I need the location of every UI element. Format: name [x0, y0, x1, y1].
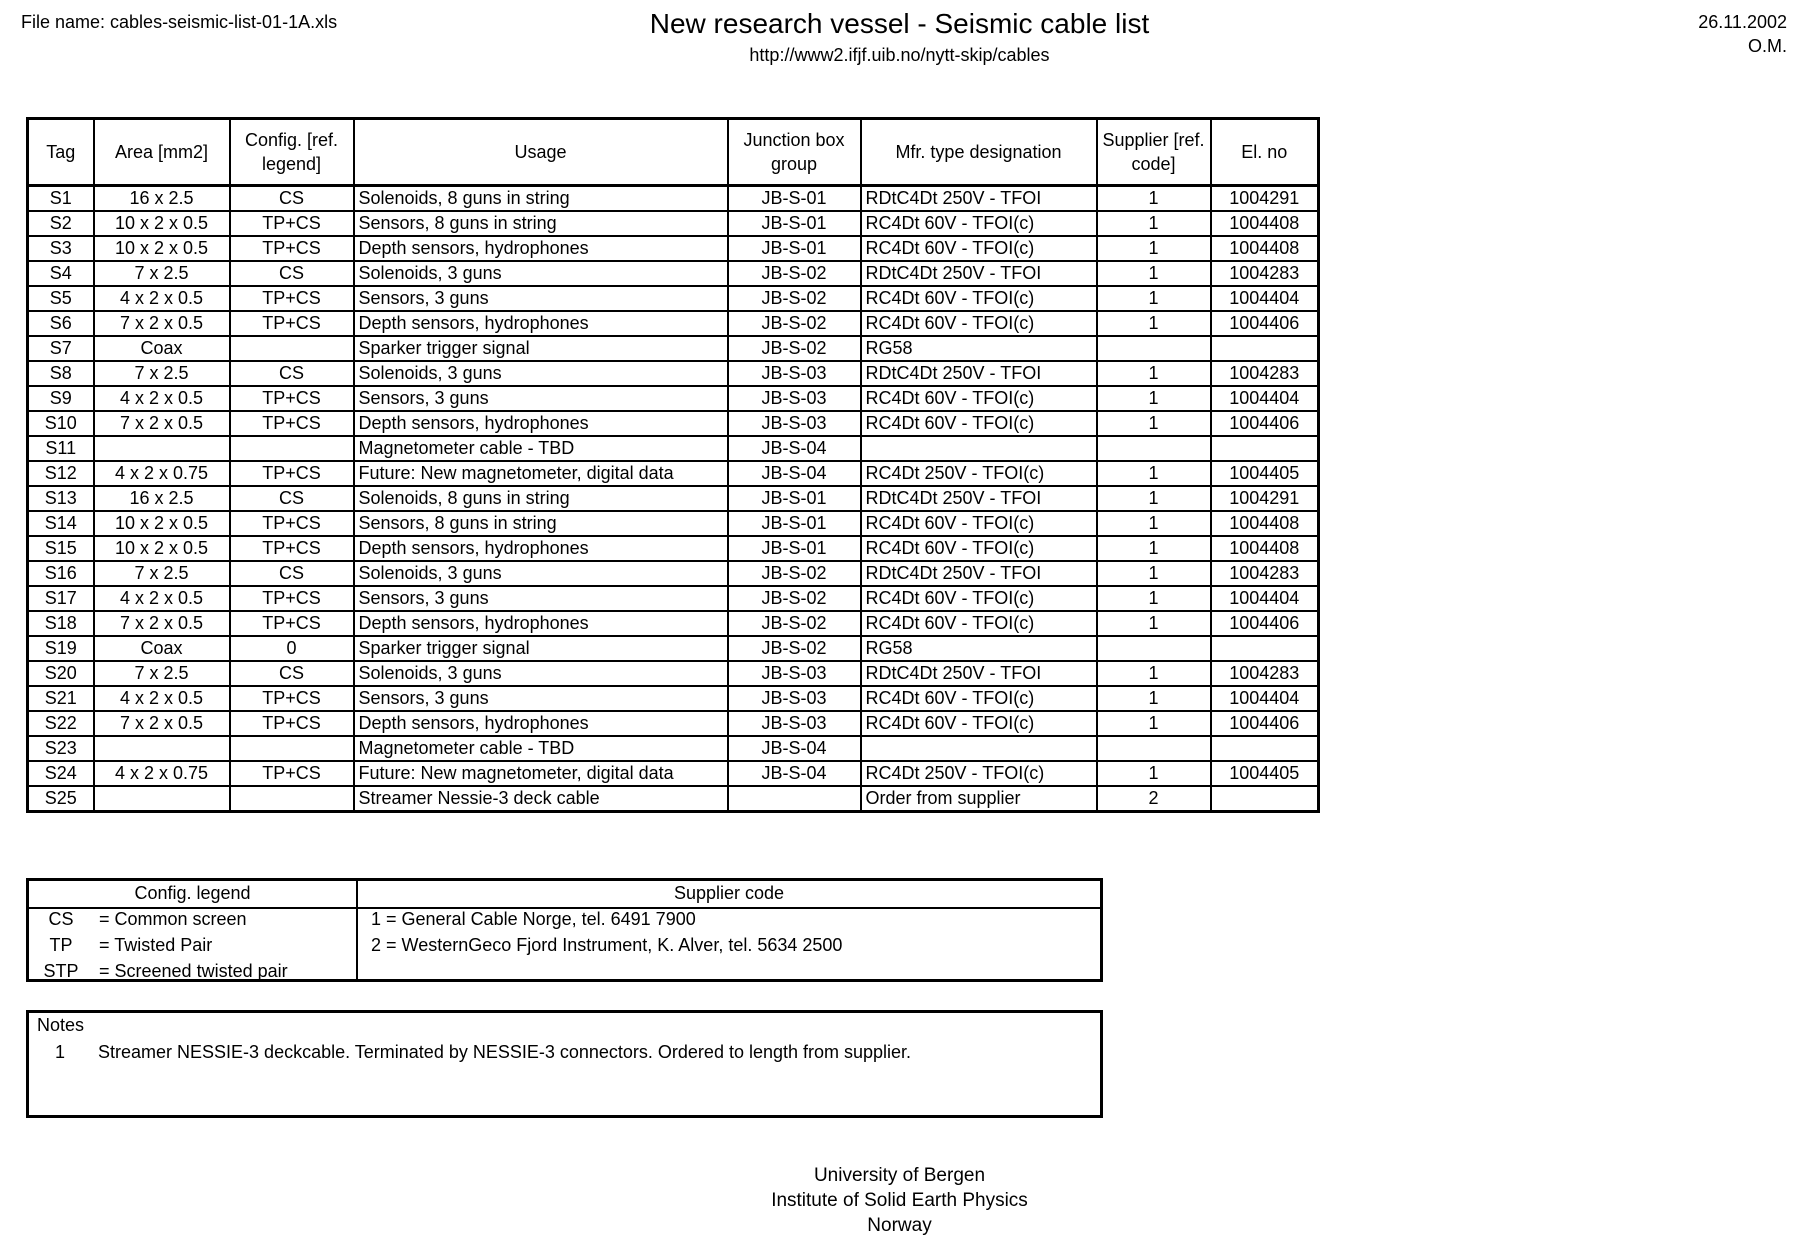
- area-cell: 4 x 2 x 0.5: [94, 586, 230, 611]
- area-cell: Coax: [94, 336, 230, 361]
- supplier-cell: 1: [1097, 586, 1211, 611]
- supplier-code-title: Supplier code: [673, 883, 785, 903]
- config-cell: CS: [230, 261, 354, 286]
- supplier-cell: 1: [1097, 461, 1211, 486]
- document-author: O.M.: [1748, 36, 1787, 56]
- note-text: Streamer NESSIE-3 deckcable. Terminated by NESSIE-3 connectors. Ordered to length from supplier.: [98, 1042, 912, 1062]
- mfr-type-cell: RC4Dt 60V - TFOI(c): [861, 711, 1097, 736]
- col-header-mfr-type: Mfr. type designation: [861, 119, 1097, 186]
- usage-cell: Depth sensors, hydrophones: [354, 711, 728, 736]
- footer-university: University of Bergen: [813, 1165, 986, 1186]
- supplier-cell: [1097, 736, 1211, 761]
- junction-box-cell: JB-S-03: [728, 686, 861, 711]
- tag-cell: S9: [28, 386, 94, 411]
- supplier-cell: 1: [1097, 511, 1211, 536]
- tag-cell: S10: [28, 411, 94, 436]
- junction-box-cell: JB-S-04: [728, 736, 861, 761]
- el-no-cell: 1004405: [1211, 761, 1319, 786]
- config-legend-desc: = Twisted Pair: [99, 935, 213, 955]
- config-legend-title: Config. legend: [134, 883, 251, 903]
- document-date: 26.11.2002: [1698, 12, 1787, 32]
- area-cell: 10 x 2 x 0.5: [94, 211, 230, 236]
- table-row: [28, 461, 1319, 486]
- junction-box-cell: JB-S-01: [728, 486, 861, 511]
- mfr-type-cell: RG58: [861, 636, 1097, 661]
- area-cell: 4 x 2 x 0.5: [94, 386, 230, 411]
- mfr-type-cell: RC4Dt 60V - TFOI(c): [861, 286, 1097, 311]
- supplier-cell: [1097, 336, 1211, 361]
- el-no-cell: 1004283: [1211, 561, 1319, 586]
- config-cell: CS: [230, 186, 354, 212]
- junction-box-cell: JB-S-03: [728, 411, 861, 436]
- usage-cell: Depth sensors, hydrophones: [354, 311, 728, 336]
- supplier-code-item: 1 = General Cable Norge, tel. 6491 7900: [371, 909, 696, 929]
- table-row: [28, 736, 1319, 761]
- mfr-type-cell: RC4Dt 60V - TFOI(c): [861, 311, 1097, 336]
- config-legend-abbr: TP: [49, 935, 73, 955]
- el-no-cell: 1004408: [1211, 536, 1319, 561]
- supplier-cell: 1: [1097, 561, 1211, 586]
- area-cell: 10 x 2 x 0.5: [94, 236, 230, 261]
- area-cell: 7 x 2.5: [94, 561, 230, 586]
- tag-cell: S19: [28, 636, 94, 661]
- area-cell: 7 x 2.5: [94, 661, 230, 686]
- mfr-type-cell: [861, 736, 1097, 761]
- page-title: New research vessel - Seismic cable list: [649, 8, 1150, 39]
- junction-box-cell: JB-S-03: [728, 661, 861, 686]
- area-cell: [94, 786, 230, 812]
- el-no-cell: [1211, 636, 1319, 661]
- junction-box-cell: JB-S-01: [728, 236, 861, 261]
- supplier-cell: 1: [1097, 311, 1211, 336]
- table-row: [28, 261, 1319, 286]
- junction-box-cell: JB-S-02: [728, 311, 861, 336]
- table-row: [28, 611, 1319, 636]
- mfr-type-cell: RC4Dt 60V - TFOI(c): [861, 211, 1097, 236]
- usage-cell: Depth sensors, hydrophones: [354, 411, 728, 436]
- config-cell: TP+CS: [230, 411, 354, 436]
- tag-cell: S20: [28, 661, 94, 686]
- legend-box: [26, 878, 1103, 982]
- usage-cell: Depth sensors, hydrophones: [354, 536, 728, 561]
- tag-cell: S13: [28, 486, 94, 511]
- config-cell: TP+CS: [230, 711, 354, 736]
- config-cell: TP+CS: [230, 686, 354, 711]
- el-no-cell: 1004404: [1211, 686, 1319, 711]
- table-row: [28, 286, 1319, 311]
- page-url: http://www2.ifjf.uib.no/nytt-skip/cables: [749, 45, 1050, 65]
- config-cell: TP+CS: [230, 611, 354, 636]
- table-row: [28, 486, 1319, 511]
- usage-cell: Sensors, 3 guns: [354, 286, 728, 311]
- tag-cell: S1: [28, 186, 94, 212]
- col-header-area: Area [mm2]: [94, 119, 230, 186]
- table-row: [28, 761, 1319, 786]
- tag-cell: S4: [28, 261, 94, 286]
- usage-cell: Sensors, 8 guns in string: [354, 511, 728, 536]
- usage-cell: Magnetometer cable - TBD: [354, 736, 728, 761]
- usage-cell: Sensors, 8 guns in string: [354, 211, 728, 236]
- table-row: [28, 186, 1319, 212]
- junction-box-cell: JB-S-04: [728, 461, 861, 486]
- supplier-cell: 1: [1097, 386, 1211, 411]
- mfr-type-cell: [861, 436, 1097, 461]
- mfr-type-cell: RC4Dt 60V - TFOI(c): [861, 411, 1097, 436]
- table-row: [28, 311, 1319, 336]
- mfr-type-cell: RC4Dt 60V - TFOI(c): [861, 386, 1097, 411]
- tag-cell: S24: [28, 761, 94, 786]
- table-row: [28, 711, 1319, 736]
- junction-box-cell: JB-S-03: [728, 386, 861, 411]
- tag-cell: S16: [28, 561, 94, 586]
- junction-box-cell: JB-S-04: [728, 436, 861, 461]
- junction-box-cell: JB-S-02: [728, 636, 861, 661]
- usage-cell: Streamer Nessie-3 deck cable: [354, 786, 728, 812]
- table-row: [28, 336, 1319, 361]
- mfr-type-cell: RDtC4Dt 250V - TFOI: [861, 186, 1097, 212]
- table-row: [28, 386, 1319, 411]
- tag-cell: S21: [28, 686, 94, 711]
- table-row: [28, 411, 1319, 436]
- config-cell: TP+CS: [230, 386, 354, 411]
- tag-cell: S2: [28, 211, 94, 236]
- notes-title: Notes: [37, 1015, 85, 1035]
- mfr-type-cell: RDtC4Dt 250V - TFOI: [861, 361, 1097, 386]
- supplier-cell: 1: [1097, 361, 1211, 386]
- col-header-usage: Usage: [354, 119, 728, 186]
- mfr-type-cell: RC4Dt 60V - TFOI(c): [861, 686, 1097, 711]
- supplier-cell: 1: [1097, 211, 1211, 236]
- area-cell: 7 x 2 x 0.5: [94, 311, 230, 336]
- supplier-cell: 1: [1097, 711, 1211, 736]
- mfr-type-cell: RDtC4Dt 250V - TFOI: [861, 261, 1097, 286]
- el-no-cell: [1211, 736, 1319, 761]
- usage-cell: Depth sensors, hydrophones: [354, 236, 728, 261]
- el-no-cell: 1004404: [1211, 286, 1319, 311]
- area-cell: [94, 436, 230, 461]
- area-cell: 4 x 2 x 0.5: [94, 686, 230, 711]
- supplier-code-item: 2 = WesternGeco Fjord Instrument, K. Alver, tel. 5634 2500: [371, 935, 843, 955]
- supplier-cell: [1097, 636, 1211, 661]
- config-cell: TP+CS: [230, 286, 354, 311]
- mfr-type-cell: RG58: [861, 336, 1097, 361]
- el-no-cell: 1004406: [1211, 711, 1319, 736]
- junction-box-cell: JB-S-01: [728, 536, 861, 561]
- mfr-type-cell: RC4Dt 250V - TFOI(c): [861, 761, 1097, 786]
- junction-box-cell: JB-S-04: [728, 761, 861, 786]
- el-no-cell: 1004283: [1211, 661, 1319, 686]
- supplier-cell: 1: [1097, 761, 1211, 786]
- table-row: [28, 361, 1319, 386]
- junction-box-cell: JB-S-02: [728, 261, 861, 286]
- el-no-cell: 1004408: [1211, 236, 1319, 261]
- config-legend-desc: = Screened twisted pair: [99, 961, 288, 981]
- mfr-type-cell: RC4Dt 60V - TFOI(c): [861, 586, 1097, 611]
- config-cell: [230, 336, 354, 361]
- table-header-row: [28, 119, 1319, 186]
- mfr-type-cell: RC4Dt 60V - TFOI(c): [861, 611, 1097, 636]
- junction-box-cell: JB-S-02: [728, 286, 861, 311]
- supplier-cell: 2: [1097, 786, 1211, 812]
- col-header-junction-box: Junction box group: [728, 119, 861, 186]
- el-no-cell: 1004405: [1211, 461, 1319, 486]
- config-cell: TP+CS: [230, 761, 354, 786]
- table-row: [28, 561, 1319, 586]
- table-row: [28, 436, 1319, 461]
- usage-cell: Sensors, 3 guns: [354, 586, 728, 611]
- area-cell: 7 x 2 x 0.5: [94, 711, 230, 736]
- table-row: [28, 536, 1319, 561]
- usage-cell: Solenoids, 3 guns: [354, 661, 728, 686]
- junction-box-cell: JB-S-01: [728, 511, 861, 536]
- config-legend-abbr: STP: [43, 961, 79, 981]
- mfr-type-cell: RDtC4Dt 250V - TFOI: [861, 486, 1097, 511]
- config-legend-abbr: CS: [48, 909, 74, 929]
- config-legend-desc: = Common screen: [99, 909, 247, 929]
- el-no-cell: 1004408: [1211, 211, 1319, 236]
- tag-cell: S18: [28, 611, 94, 636]
- tag-cell: S23: [28, 736, 94, 761]
- config-cell: TP+CS: [230, 586, 354, 611]
- el-no-cell: 1004404: [1211, 386, 1319, 411]
- config-cell: [230, 436, 354, 461]
- usage-cell: Solenoids, 8 guns in string: [354, 186, 728, 212]
- usage-cell: Solenoids, 3 guns: [354, 361, 728, 386]
- tag-cell: S6: [28, 311, 94, 336]
- config-cell: TP+CS: [230, 536, 354, 561]
- el-no-cell: 1004291: [1211, 486, 1319, 511]
- col-header-el-no: El. no: [1211, 119, 1319, 186]
- usage-cell: Depth sensors, hydrophones: [354, 611, 728, 636]
- tag-cell: S7: [28, 336, 94, 361]
- footer-institute: Institute of Solid Earth Physics: [771, 1190, 1028, 1211]
- table-row: [28, 236, 1319, 261]
- area-cell: 10 x 2 x 0.5: [94, 536, 230, 561]
- tag-cell: S17: [28, 586, 94, 611]
- junction-box-cell: JB-S-02: [728, 586, 861, 611]
- usage-cell: Future: New magnetometer, digital data: [354, 761, 728, 786]
- mfr-type-cell: RDtC4Dt 250V - TFOI: [861, 661, 1097, 686]
- config-cell: CS: [230, 486, 354, 511]
- area-cell: Coax: [94, 636, 230, 661]
- supplier-cell: 1: [1097, 686, 1211, 711]
- tag-cell: S3: [28, 236, 94, 261]
- supplier-cell: 1: [1097, 236, 1211, 261]
- col-header-tag: Tag: [28, 119, 94, 186]
- supplier-cell: 1: [1097, 261, 1211, 286]
- config-cell: [230, 786, 354, 812]
- el-no-cell: 1004283: [1211, 261, 1319, 286]
- supplier-cell: 1: [1097, 536, 1211, 561]
- el-no-cell: 1004404: [1211, 586, 1319, 611]
- tag-cell: S5: [28, 286, 94, 311]
- supplier-cell: 1: [1097, 661, 1211, 686]
- supplier-cell: 1: [1097, 611, 1211, 636]
- footer-country: Norway: [867, 1215, 932, 1236]
- area-cell: 10 x 2 x 0.5: [94, 511, 230, 536]
- supplier-cell: 1: [1097, 186, 1211, 212]
- col-header-supplier: Supplier [ref. code]: [1097, 119, 1211, 186]
- supplier-cell: 1: [1097, 486, 1211, 511]
- config-cell: TP+CS: [230, 511, 354, 536]
- usage-cell: Solenoids, 8 guns in string: [354, 486, 728, 511]
- el-no-cell: 1004283: [1211, 361, 1319, 386]
- mfr-type-cell: RDtC4Dt 250V - TFOI: [861, 561, 1097, 586]
- config-cell: TP+CS: [230, 311, 354, 336]
- table-row: [28, 786, 1319, 812]
- mfr-type-cell: RC4Dt 60V - TFOI(c): [861, 511, 1097, 536]
- junction-box-cell: JB-S-03: [728, 361, 861, 386]
- table-row: [28, 661, 1319, 686]
- area-cell: 16 x 2.5: [94, 186, 230, 212]
- col-header-config: Config. [ref. legend]: [230, 119, 354, 186]
- mfr-type-cell: RC4Dt 60V - TFOI(c): [861, 236, 1097, 261]
- usage-cell: Solenoids, 3 guns: [354, 561, 728, 586]
- el-no-cell: 1004408: [1211, 511, 1319, 536]
- file-name: File name: cables-seismic-list-01-1A.xls: [21, 12, 338, 32]
- tag-cell: S8: [28, 361, 94, 386]
- area-cell: 7 x 2 x 0.5: [94, 611, 230, 636]
- usage-cell: Solenoids, 3 guns: [354, 261, 728, 286]
- tag-cell: S11: [28, 436, 94, 461]
- table-row: [28, 211, 1319, 236]
- mfr-type-cell: RC4Dt 250V - TFOI(c): [861, 461, 1097, 486]
- supplier-cell: [1097, 436, 1211, 461]
- area-cell: 7 x 2 x 0.5: [94, 411, 230, 436]
- usage-cell: Sensors, 3 guns: [354, 386, 728, 411]
- el-no-cell: [1211, 436, 1319, 461]
- config-cell: CS: [230, 561, 354, 586]
- el-no-cell: 1004406: [1211, 611, 1319, 636]
- tag-cell: S22: [28, 711, 94, 736]
- el-no-cell: 1004406: [1211, 411, 1319, 436]
- junction-box-cell: JB-S-02: [728, 561, 861, 586]
- tag-cell: S14: [28, 511, 94, 536]
- cable-table: [26, 117, 1320, 813]
- usage-cell: Future: New magnetometer, digital data: [354, 461, 728, 486]
- junction-box-cell: JB-S-02: [728, 336, 861, 361]
- el-no-cell: [1211, 786, 1319, 812]
- config-cell: CS: [230, 661, 354, 686]
- usage-cell: Sparker trigger signal: [354, 336, 728, 361]
- mfr-type-cell: RC4Dt 60V - TFOI(c): [861, 536, 1097, 561]
- table-row: [28, 686, 1319, 711]
- tag-cell: S15: [28, 536, 94, 561]
- table-row: [28, 586, 1319, 611]
- el-no-cell: 1004291: [1211, 186, 1319, 212]
- area-cell: 4 x 2 x 0.5: [94, 286, 230, 311]
- el-no-cell: [1211, 336, 1319, 361]
- config-cell: TP+CS: [230, 461, 354, 486]
- tag-cell: S12: [28, 461, 94, 486]
- junction-box-cell: JB-S-01: [728, 211, 861, 236]
- area-cell: 4 x 2 x 0.75: [94, 461, 230, 486]
- tag-cell: S25: [28, 786, 94, 812]
- config-cell: TP+CS: [230, 236, 354, 261]
- area-cell: [94, 736, 230, 761]
- config-cell: CS: [230, 361, 354, 386]
- junction-box-cell: [728, 786, 861, 812]
- table-row: [28, 511, 1319, 536]
- usage-cell: Magnetometer cable - TBD: [354, 436, 728, 461]
- note-number: 1: [55, 1042, 66, 1062]
- supplier-cell: 1: [1097, 411, 1211, 436]
- el-no-cell: 1004406: [1211, 311, 1319, 336]
- area-cell: 16 x 2.5: [94, 486, 230, 511]
- usage-cell: Sensors, 3 guns: [354, 686, 728, 711]
- usage-cell: Sparker trigger signal: [354, 636, 728, 661]
- junction-box-cell: JB-S-03: [728, 711, 861, 736]
- area-cell: 4 x 2 x 0.75: [94, 761, 230, 786]
- area-cell: 7 x 2.5: [94, 261, 230, 286]
- config-cell: TP+CS: [230, 211, 354, 236]
- notes-box: [26, 1010, 1103, 1118]
- area-cell: 7 x 2.5: [94, 361, 230, 386]
- table-row: [28, 636, 1319, 661]
- config-cell: 0: [230, 636, 354, 661]
- mfr-type-cell: Order from supplier: [861, 786, 1097, 812]
- config-cell: [230, 736, 354, 761]
- junction-box-cell: JB-S-02: [728, 611, 861, 636]
- supplier-cell: 1: [1097, 286, 1211, 311]
- junction-box-cell: JB-S-01: [728, 186, 861, 212]
